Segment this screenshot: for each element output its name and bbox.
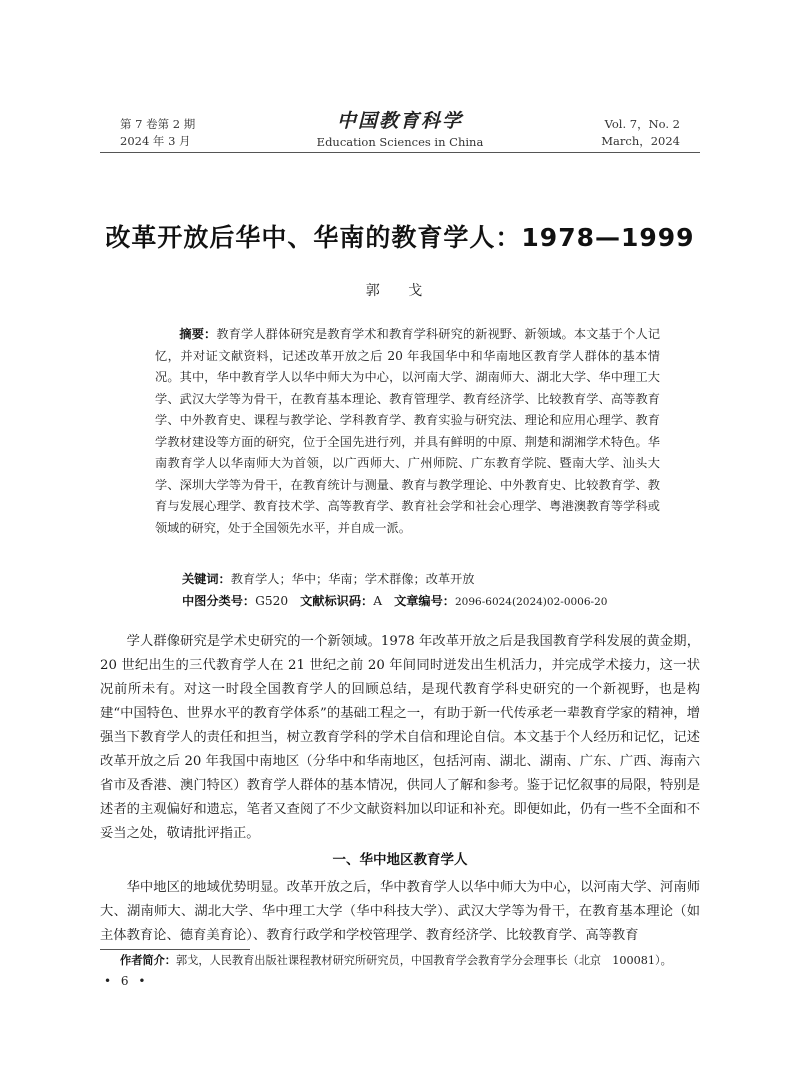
section-heading: 一、华中地区教育学人 <box>332 852 468 868</box>
abstract-text: 教育学人群体研究是教育学术和教育学科研究的新视野、新领域。本文基于个人记忆，并对证文献资料，记述改革开放之后 20 年我国华中和华南地区教育学人群体的基本情况。其中，华中教育学人以华中师大为中心，以河南大学、湖南师大、湖北大学、华中理工大学、武汉大学等为骨干，在教育基本理论、教育管理学、教育经济学、比较教育学、高等教育学、中外教育史、课程与教学论、学科教育学、教育实验与研究法、理论和应用心理学、教育学教材建设等方面的研究，位于全国先进行列，并具有鲜明的中原、荆楚和湖湘学术特色。华南教育学人以华南师大为首领，以广西师大、广州师院、广东教育学院、暨南大学、汕头大学、深圳大学等为骨干，在教育统计与测量、教育与教学理论、中外教育史、比较教育学、教育与发展心理学、教育技术学、高等教育学、教育社会学和社会心理学、粤港澳教育等学科或领域的研究，处于全国领先水平，并自成一派。 <box>155 327 661 535</box>
article-number-value: 2096-6024(2024)02-0006-20 <box>455 596 608 608</box>
journal-name-en: Education Sciences in China <box>316 135 484 149</box>
document-code-label: 文献标识码： <box>300 594 374 608</box>
article-title: 改革开放后华中、华南的教育学人：1978—1999 <box>105 223 695 252</box>
header-divider <box>100 152 700 153</box>
publication-date-en: March，2024 <box>601 134 680 148</box>
document-code-value: A <box>373 594 383 608</box>
article-author: 郭 戈 <box>365 283 435 299</box>
publication-date-cn: 2024 年 3 月 <box>120 134 191 148</box>
clc-label: 中图分类号： <box>182 594 256 608</box>
abstract-block <box>155 324 660 539</box>
header-center-block <box>0 108 800 150</box>
footnote-divider <box>100 949 250 950</box>
volume-issue-en: Vol. 7，No. 2 <box>604 117 680 131</box>
volume-issue-cn: 第 7 卷第 2 期 <box>120 117 196 131</box>
header-right-block <box>601 116 680 150</box>
body-paragraph-central-china: 华中地区的地域优势明显。改革开放之后，华中教育学人以华中师大为中心，以河南大学、河南师大、湖南师大、湖北大学、华中理工大学（华中科技大学）、武汉大学等为骨干，在教育基本理论（如主体教育论、德育美育论）、教育行政学和学校管理学、教育经济学、比较教育学、高等教育 <box>100 880 700 943</box>
journal-logo: 中国教育科学 <box>336 110 463 132</box>
keywords-line <box>182 570 475 587</box>
body-paragraph-intro: 学人群像研究是学术史研究的一个新领域。1978 年改革开放之后是我国教育学科发展的黄金期，20 世纪出生的三代教育学人在 21 世纪之前 20 年间同时迸发出生机活力，并完成学术接力，这一状况前所未有。对这一时段全国教育学人的回顾总结，是现代教育学科史研究的一个新视野，也是构建“中国特色、世界水平的教育学体系”的基础工程之一，有助于新一代传承老一辈教育学家的精神，增强当下教育学人的责任和担当，树立教育学科的学术自信和理论自信。本文基于个人经历和记忆，记述改革开放之后 20 年我国中南地区（分华中和华南地区，包括河南、湖北、湖南、广东、广西、海南六省市及香港、澳门特区）教育学人群体的基本情况，供同人了解和参考。鉴于记忆叙事的局限，特别是述者的主观偏好和遗忘，笔者又查阅了不少文献资料加以印证和补充。即便如此，仍有一些不全面和不妥当之处，敬请批评指正。 <box>100 634 700 841</box>
article-number-label: 文章编号： <box>394 594 455 608</box>
page-number: • 6 • <box>104 974 149 988</box>
abstract-label: 摘要： <box>179 327 217 341</box>
footnote-label: 作者简介： <box>120 954 176 967</box>
keywords-label: 关键词： <box>182 572 231 586</box>
classification-line <box>182 592 607 609</box>
author-footnote <box>120 952 672 968</box>
keywords-text: 教育学人；华中；华南；学术群像；改革开放 <box>230 572 475 586</box>
clc-value: G520 <box>255 594 289 608</box>
footnote-text: 郭戈，人民教育出版社课程教材研究所研究员，中国教育学会教育学分会理事长（北京 100081）。 <box>175 954 672 967</box>
